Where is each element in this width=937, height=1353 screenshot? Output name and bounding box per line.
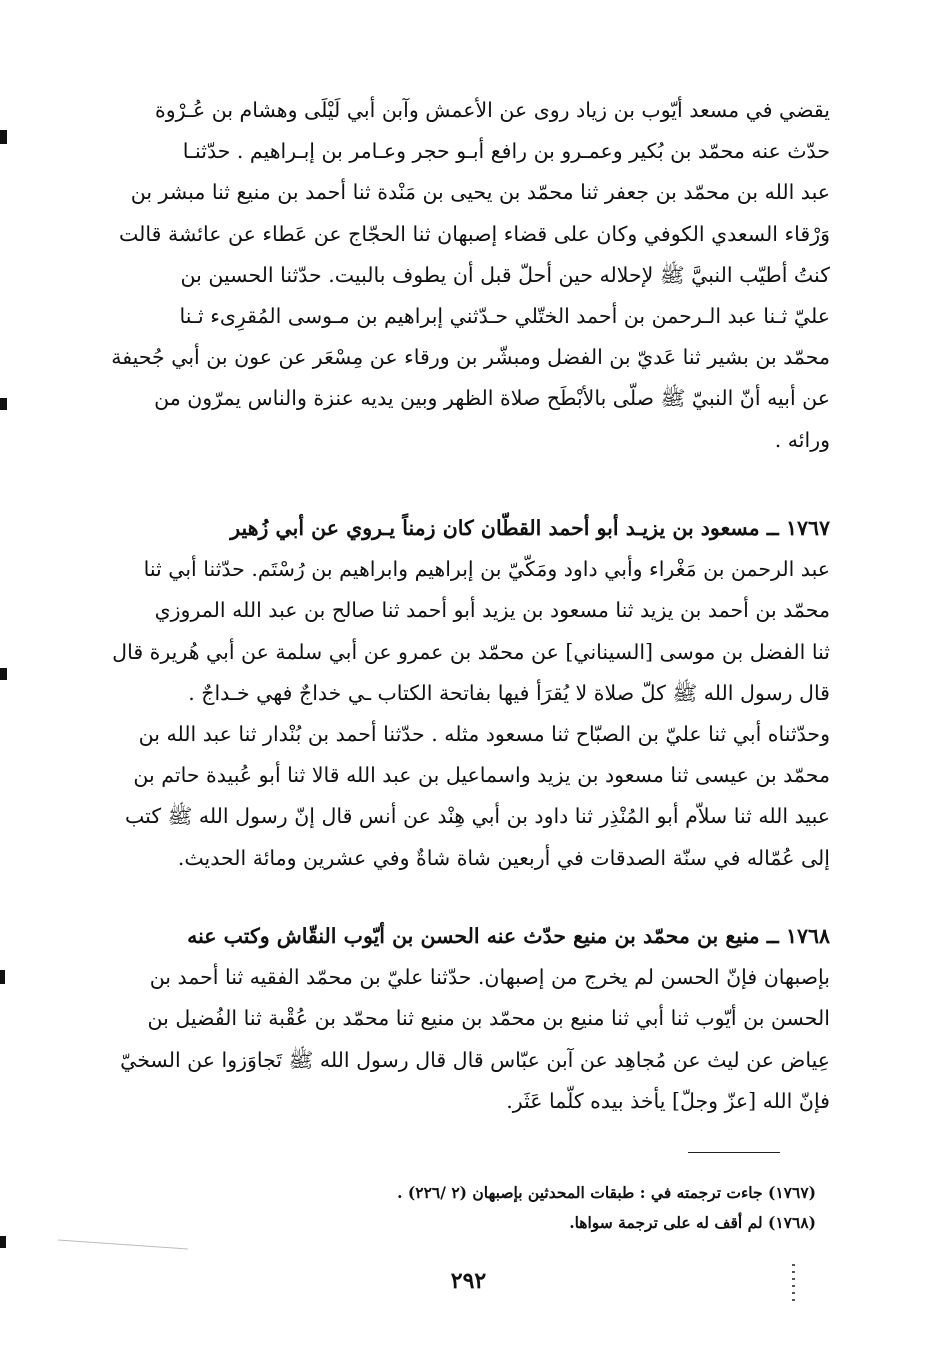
entry-heading-line: ١٧٦٨ ــ منيع بن محمّد بن منيع حدّث عنه الحسن بن أيّوب النقّاش وكتب عنه [187, 924, 830, 948]
text-line: كنتُ أطيّب النبيَّ ﷺ لإحلاله حين أحلّ قبل أن يطوف بالبيت. حدّثنا الحسين بن [180, 262, 830, 287]
text-line: محمّد بن أحمد بن يزيد ثنا مسعود بن يزيد أبو أحمد ثنا صالح بن عبد الله المروزي [154, 598, 830, 623]
text-line: محمّد بن بشير ثنا عَديّ بن الفضل ومبشّر بن ورقاء عن مِسْعَر عن عون بن أبي جُحيفة [111, 345, 830, 370]
text-line: الحسن بن أيّوب ثنا أبي ثنا منيع بن محمّد بن منيع ثنا محمّد بن عُقْبة ثنا الفُضيل بن [147, 1006, 830, 1031]
text-line: حدّث عنه محمّد بن بُكير وعمـرو بن رافع أبـو حجر وعـامر بن إبـراهيم . حدّثنـا [182, 139, 830, 164]
footnote-separator [688, 1152, 780, 1153]
entry-heading-line: ١٧٦٧ ــ مسعود بن يزيـد أبو أحمد القطّان كان زمناً يـروي عن أبي زُهير [230, 516, 830, 540]
footnote-1768: (١٧٦٨) لم أقف له على ترجمة سواها. [569, 1213, 816, 1232]
text-line: عبد الله بن محمّد بن جعفر ثنا محمّد بن يحيى بن مَنْدة ثنا أحمد بن منيع ثنا مبشر بن [130, 180, 830, 205]
margin-mark [0, 970, 5, 984]
margin-mark [0, 1236, 6, 1248]
text-line: عِياض عن ليث عن مُجاهِد عن آبن عبّاس قال قال رسول الله ﷺ تَجاوَزوا عن السخيّ [120, 1047, 830, 1072]
margin-mark [0, 398, 7, 410]
text-line: عبيد الله ثنا سلاّم أبو المُنْذِر ثنا داود بن أبي هِنْد عن أنس قال إنّ رسول الله ﷺ كتب [125, 804, 830, 829]
footnote-1767: (١٧٦٧) جاءت ترجمته في : طبقات المحدثين بإصبهان (٢ /٢٢٦) . [397, 1183, 816, 1202]
scan-dots [792, 1264, 795, 1304]
scan-scratch [58, 1239, 188, 1249]
entry-1767 [60, 508, 830, 879]
text-line: وحدّثناه أبي ثنا عليّ بن الصبّاح ثنا مسعود مثله . حدّثنا أحمد بن بُنْدار ثنا عبد الله بن [138, 722, 830, 747]
text-line: قال رسول الله ﷺ كلّ صلاة لا يُقرَأ فيها بفاتحة الكتاب ـي خداجٌ فهي خـداجٌ . [188, 680, 830, 705]
footnotes [60, 1178, 816, 1238]
entry-1768 [60, 916, 830, 1122]
text-line: إلى عُمّاله في سنّة الصدقات في أربعين شاة شاةٌ وفي عشرين ومائة الحديث. [177, 845, 830, 870]
page-number: ٢٩٢ [450, 1268, 487, 1294]
entry-continuation [60, 90, 830, 461]
text-line: عن أبيه أنّ النبيّ ﷺ صلّى بالأبْطَح صلاة الظهر وبين يديه عنزة والناس يمرّون من [154, 386, 830, 411]
text-line: وَرْقاء السعدي الكوفي وكان على قضاء إصبهان ثنا الحجّاج عن عَطاء عن عائشة قالت [119, 221, 830, 246]
text-line: ثنا الفضل بن موسى [السيناني] عن محمّد بن عمرو عن أبي سلمة عن أبي هُريرة قال [112, 639, 830, 664]
text-line: فإنّ الله [عزّ وجلّ] يأخذ بيده كلّما عَثَر. [506, 1088, 830, 1113]
margin-mark [0, 130, 7, 144]
text-line: ورائه . [774, 427, 830, 452]
text-line: محمّد بن عيسى ثنا مسعود بن يزيد واسماعيل بن عبد الله قالا ثنا أبو عُبيدة حاتم بن [133, 763, 830, 788]
text-line: عبد الرحمن بن مَغْراء وأبي داود ومَكّيّ بن إبراهيم وابراهيم بن رُسْتَم. حدّثنا أبي ثنا [143, 557, 830, 582]
text-line: يقضي في مسعد أيّوب بن زياد روى عن الأعمش وآبن أبي لَيْلَى وهشام بن عُـرْوة [155, 98, 830, 122]
text-line: بإصبهان فإنّ الحسن لم يخرج من إصبهان. حدّثنا عليّ بن محمّد الفقيه ثنا أحمد بن [149, 965, 830, 990]
margin-mark [0, 668, 7, 680]
text-line: عليّ ثـنا عبد الـرحمن بن أحمد الختّلي حـدّثني إبراهيم بن مـوسى المُقرِىء ثـنا [179, 304, 830, 329]
